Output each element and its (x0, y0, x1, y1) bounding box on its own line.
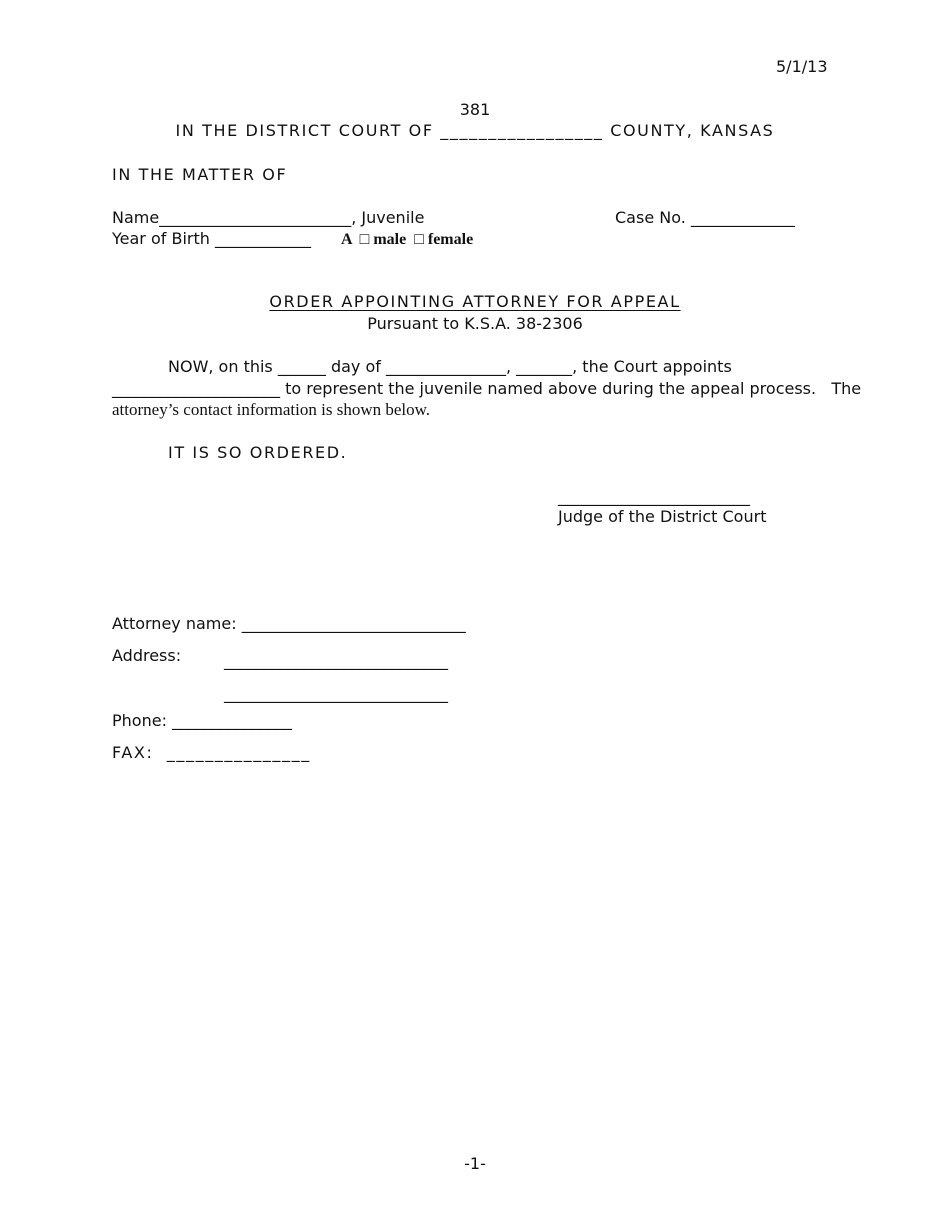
address-line-1: ____________________________ (224, 651, 448, 670)
phone-line: Phone: _______________ (112, 711, 293, 730)
order-subtitle: Pursuant to K.S.A. 38-2306 (367, 314, 583, 333)
form-number: 381 (459, 100, 491, 119)
order-paragraph-line-1: NOW, on this ______ day of _______________, _______, the Court appoints (168, 357, 732, 376)
judge-signature-label: Judge of the District Court (558, 507, 767, 526)
case-number-line: Case No. _____________ (615, 208, 795, 227)
address-label: Address: (112, 646, 182, 665)
sex-options: A □ male □ female (341, 231, 474, 248)
court-heading: IN THE DISTRICT COURT OF _________________ COUNTY, KANSAS (175, 121, 775, 140)
judge-signature-line: ________________________ (558, 487, 750, 506)
revision-date: 5/1/13 (776, 57, 828, 76)
page-number: -1- (464, 1154, 486, 1173)
matter-heading: IN THE MATTER OF (112, 165, 288, 184)
order-paragraph-line-2: _____________________ to represent the juvenile named above during the appeal process. The (112, 379, 862, 398)
juvenile-name-line: Name________________________, Juvenile (112, 208, 425, 227)
address-line-2: ____________________________ (224, 684, 448, 703)
fax-line: FAX: _______________ (112, 743, 311, 762)
attorney-name-line: Attorney name: ____________________________ (112, 614, 466, 633)
birth-year-line: Year of Birth ____________ (112, 229, 311, 248)
order-paragraph-line-3: attorney’s contact information is shown below. (112, 400, 431, 419)
order-title: ORDER APPOINTING ATTORNEY FOR APPEAL (269, 292, 681, 311)
so-ordered: IT IS SO ORDERED. (168, 443, 348, 462)
